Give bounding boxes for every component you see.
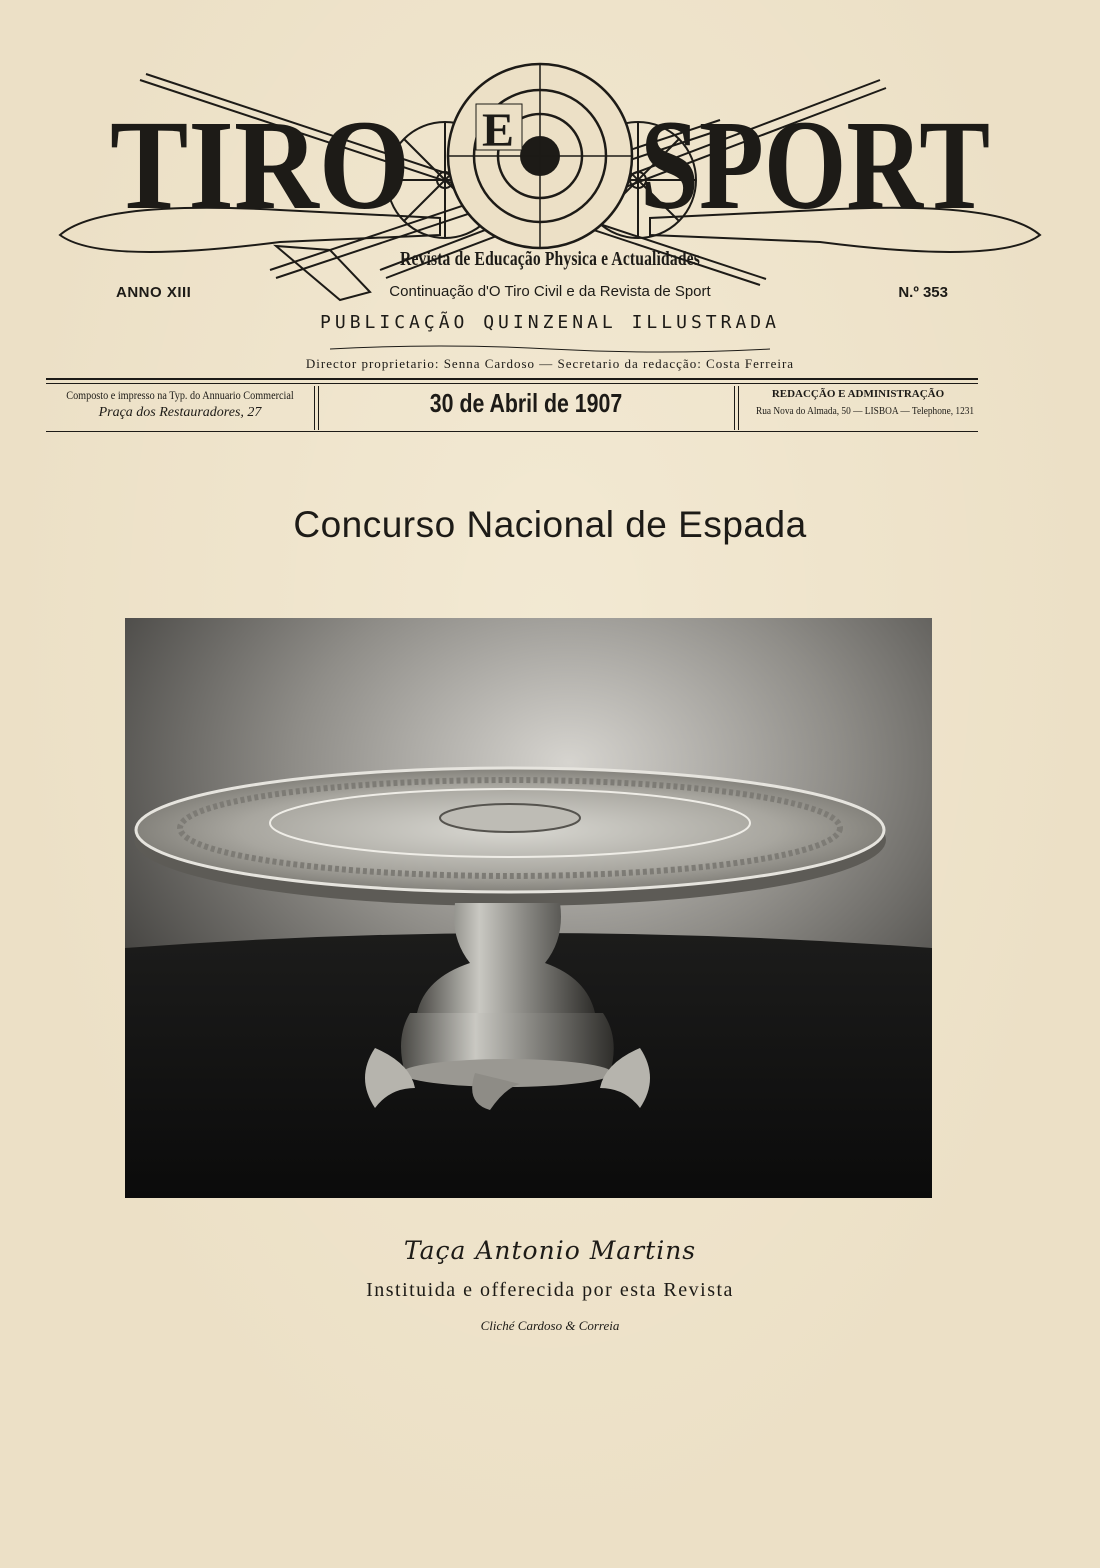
- divider-left-2: [318, 386, 319, 430]
- admin-info: [738, 386, 978, 420]
- printer-line1: Composto e impresso na Typ. do Annuario Commercial: [66, 388, 294, 402]
- divider-left: [314, 386, 315, 430]
- top-rule: [46, 378, 978, 380]
- masthead-illustration: [40, 60, 1060, 310]
- continuation-prefix: Continuação d': [389, 283, 489, 300]
- continuation-suffix: de Sport: [649, 283, 711, 300]
- divider-right: [734, 386, 735, 430]
- continuation-mid: e da: [562, 283, 600, 300]
- title-tiro: TIRO: [110, 94, 410, 236]
- issue-number: N.º 353: [898, 284, 948, 301]
- admin-address: Rua Nova do Almada, 50 — LISBOA — Telephone, 1231: [756, 405, 975, 417]
- publication-frequency: PUBLICAÇÃO QUINZENAL ILLUSTRADA: [320, 312, 780, 333]
- ornament-divider: [330, 342, 770, 356]
- continuation-revista: Revista: [599, 283, 650, 300]
- top-rule-thin: [46, 383, 978, 384]
- photo-credit: Cliché Cardoso & Correia: [480, 1318, 620, 1333]
- printer-line2: Praça dos Restauradores, 27: [98, 405, 262, 420]
- printer-info: [46, 386, 314, 430]
- caption-title: Taça Antonio Martins: [403, 1236, 697, 1265]
- director-line: Director proprietario: Senna Cardoso — Secretario da redacção: Costa Ferreira: [305, 356, 795, 371]
- issue-date: 30 de Abril de 1907: [429, 388, 623, 418]
- caption-subtitle: Instituida e offerecida por esta Revista: [366, 1279, 734, 1301]
- article-headline: Concurso Nacional de Espada: [293, 504, 807, 545]
- trophy-photo: [125, 618, 932, 1198]
- title-e: E: [482, 104, 515, 157]
- admin-heading: REDACÇÃO E ADMINISTRAÇÃO: [771, 388, 945, 400]
- title-sport: SPORT: [640, 94, 990, 236]
- masthead: [40, 60, 1060, 310]
- target-icon: [448, 64, 632, 248]
- bottom-rule: [46, 431, 978, 432]
- continuation-tiro: O Tiro Civil: [488, 283, 563, 300]
- masthead-subtitle: Revista de Educação Physica e Actualidades: [400, 248, 700, 270]
- volume-label: ANNO XIII: [116, 284, 192, 301]
